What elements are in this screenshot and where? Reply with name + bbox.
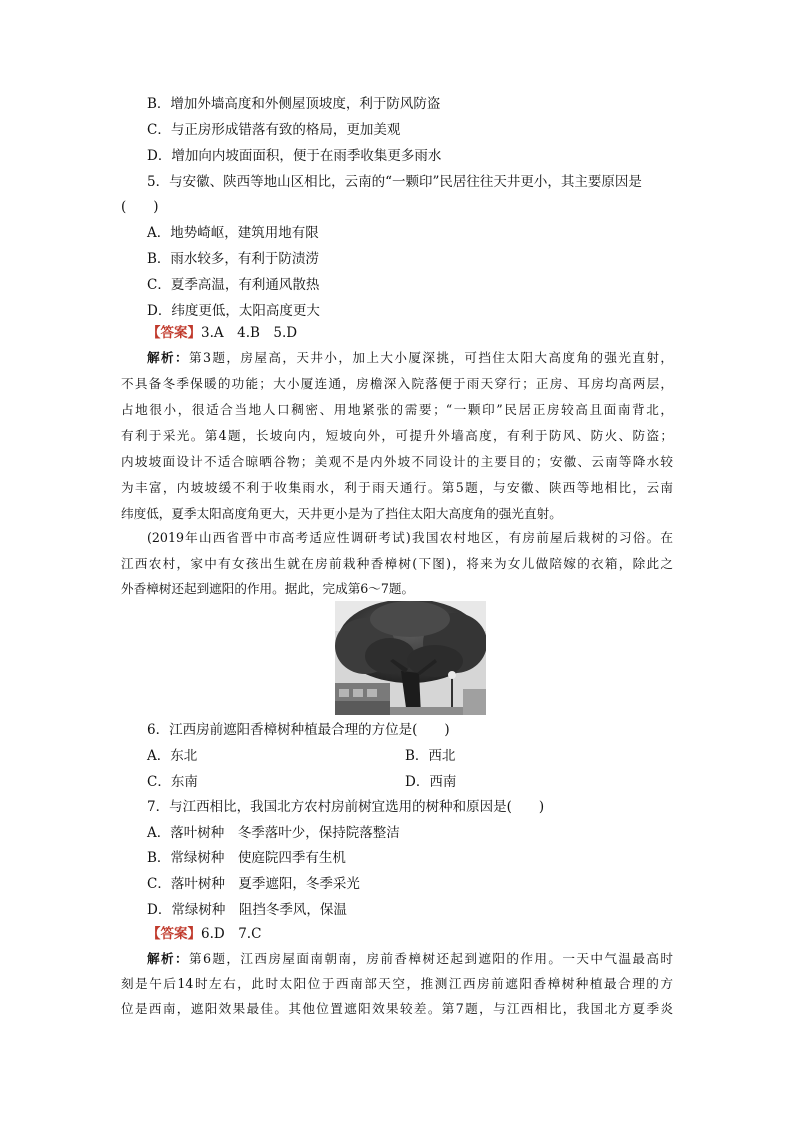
answer-tag: 【答案】 [147, 926, 201, 942]
answer-6-7 [147, 925, 261, 943]
explanation-3-5-line1 [147, 345, 673, 371]
q4-option-d: D．增加向内坡面面积，便于在雨季收集更多雨水 [147, 148, 442, 164]
camphor-tree-image [335, 601, 486, 715]
q7-option-d: D．常绿树种 阻挡冬季风，保温 [147, 902, 347, 918]
explanation-text: 第3题，房屋高，天井小，加上大小厦深挑，可挡住太阳大高度角的强光直射， [189, 350, 673, 365]
q6-option-b: B．西北 [405, 748, 456, 764]
explanation-3-5-line2: 不具备冬季保暖的功能；大小厦连通，房檐深入院落便于雨天穿行；正房、耳房均高两层， [121, 376, 673, 391]
q5-option-b: B．雨水较多，有利于防渍涝 [147, 251, 319, 267]
explanation-3-5-line5: 内坡坡面设计不适合晾晒谷物；美观不是内外坡不同设计的主要目的；安徽、云南等降水较 [121, 454, 673, 469]
camphor-tree-photo [335, 601, 486, 715]
explanation-3-5-line6: 为丰富，内坡坡缓不利于收集雨水，利于雨天通行。第5题，与安徽、陕西等地相比，云南 [121, 480, 673, 495]
q5-option-c: C．夏季高温，有利通风散热 [147, 277, 320, 293]
q5-option-a: A．地势崎岖，建筑用地有限 [147, 225, 319, 241]
q6-option-d: D．西南 [405, 774, 457, 790]
passage-line2: 江西农村，家中有女孩出生就在房前栽种香樟树(下图)，将来为女儿做陪嫁的衣箱，除此之 [121, 556, 673, 571]
q6-option-a: A．东北 [147, 748, 198, 764]
explanation-6-7-line2: 刻是午后14时左右，此时太阳位于西南部天空，推测江西房前遮阳香樟树种植最合理的方 [121, 976, 673, 991]
q7-stem: 7．与江西相比，我国北方农村房前树宜选用的树种和原因是( ) [147, 799, 545, 815]
q5-option-d: D．纬度更低，太阳高度更大 [147, 303, 320, 319]
explanation-6-7-line1 [147, 946, 673, 972]
q5-stem: 5．与安徽、陕西等地山区相比，云南的“一颗印”民居往往天井更小，其主要原因是 [147, 174, 642, 190]
q7-option-b: B．常绿树种 使庭院四季有生机 [147, 850, 346, 866]
q4-option-b: B．增加外墙高度和外侧屋顶坡度，利于防风防盗 [147, 96, 441, 112]
answer-3-5 [147, 324, 297, 342]
answer-tag: 【答案】 [147, 325, 201, 341]
answer-value: 6.D 7.C [201, 926, 262, 942]
passage-line1: (2019年山西省晋中市高考适应性调研考试)我国农村地区，有房前屋后栽树的习俗。在 [147, 530, 673, 545]
explanation-6-7-line3: 位是西南，遮阳效果最佳。其他位置遮阳效果较差。第7题，与江西相比，我国北方夏季炎 [121, 1001, 673, 1016]
explanation-3-5-line7: 纬度低，夏季太阳高度角更大，天井更小是为了挡住太阳大高度角的强光直射。 [121, 506, 562, 521]
answer-value: 3.A 4.B 5.D [201, 325, 298, 341]
q7-option-a: A．落叶树种 冬季落叶少，保持院落整洁 [147, 825, 400, 841]
explanation-head: 解析： [147, 350, 189, 365]
q7-option-c: C．落叶树种 夏季遮阳，冬季采光 [147, 876, 360, 892]
explanation-3-5-line4: 有利于采光。第4题，长坡向内，短坡向外，可提升外墙高度，有利于防风、防火、防盗； [121, 428, 673, 443]
q6-option-c: C．东南 [147, 774, 198, 790]
passage-line3: 外香樟树还起到遮阳的作用。据此，完成第6～7题。 [121, 581, 415, 596]
explanation-text: 第6题，江西房屋面南朝南，房前香樟树还起到遮阳的作用。一天中气温最高时 [189, 951, 673, 966]
q5-stem-paren: ( ) [121, 199, 159, 215]
explanation-head: 解析： [147, 951, 189, 966]
q6-stem: 6．江西房前遮阳香樟树种植最合理的方位是( ) [147, 722, 450, 738]
explanation-3-5-line3: 占地很小，很适合当地人口稠密、用地紧张的需要；“一颗印”民居正房较高且面南背北， [121, 402, 673, 417]
q4-option-c: C．与正房形成错落有致的格局，更加美观 [147, 122, 401, 138]
